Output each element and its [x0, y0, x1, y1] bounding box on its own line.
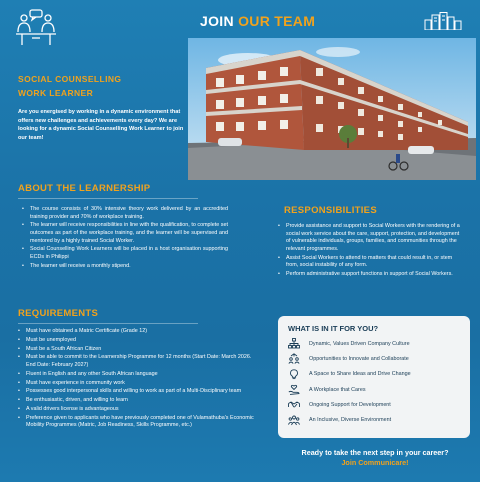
- role-title-line2: WORK LEARNER: [18, 88, 94, 98]
- list-item: • Assist Social Workers to attend to matters that could result in, or stem from, social instability of any form.: [278, 255, 460, 270]
- benefit-label: A Workplace that Cares: [309, 386, 366, 393]
- lightbulb-icon: [288, 369, 300, 380]
- learnership-list: [22, 206, 228, 272]
- benefits-card: [278, 316, 470, 438]
- cta-line2: Join Communicare!: [341, 458, 409, 467]
- list-item: • Must have obtained a Matric Certificate (Grade 12): [18, 328, 258, 336]
- list-item: • A valid drivers license is advantageous: [18, 406, 258, 414]
- page-title: [200, 13, 315, 29]
- list-item: • Perform administrative support functions in support of Social Workers.: [278, 271, 460, 279]
- benefit-item: [288, 336, 460, 351]
- list-item: • Must have experience in community work: [18, 380, 258, 388]
- org-chart-icon: [288, 338, 300, 349]
- role-title-line1: SOCIAL COUNSELLING: [18, 74, 122, 84]
- requirements-divider: [18, 323, 198, 324]
- list-item: • Must be unemployed: [18, 337, 258, 345]
- responsibilities-heading: RESPONSIBILITIES: [284, 205, 377, 216]
- skyline-icon: [423, 12, 463, 30]
- growth-people-icon: [288, 353, 300, 364]
- call-to-action: [270, 448, 480, 468]
- page-title-part1: JOIN: [200, 13, 234, 29]
- benefit-item: [288, 367, 460, 382]
- intro-text: Are you energised by working in a dynamic environment that offers new challenges and achievements every day? We are looking for a dynamic Social Counselling Work Learner to join our team!: [18, 109, 184, 141]
- benefit-label: Opportunities to Innovate and Collaborate: [309, 355, 409, 362]
- learnership-heading: ABOUT THE LEARNERSHIP: [18, 183, 151, 194]
- list-item: • Possesses good interpersonal skills and willing to work as part of a Multi-Disciplinary team: [18, 388, 258, 396]
- list-item: • Provide assistance and support to Social Workers with the rendering of a social work service about the care, support, protection, and development of vulnerable individuals, groups, families, and communities through the relevant programmes.: [278, 223, 460, 253]
- list-item: • Must be a South African Citizen: [18, 346, 258, 354]
- building-photo: [188, 38, 476, 180]
- list-item: • The learner will receive responsibilities in line with the qualification, to complete set outcomes as part of the workplace training, and the learner will be supervised and mentored by a highly trained Social Worker.: [22, 222, 228, 245]
- group-icon: [288, 415, 300, 426]
- list-item: • The course consists of 30% intensive theory work delivered by an accredited training provider and 70% of workplace training.: [22, 206, 228, 221]
- responsibilities-list: [278, 223, 460, 280]
- learnership-divider: [18, 198, 198, 199]
- heart-hand-icon: [288, 384, 300, 395]
- list-item: • Be enthusiastic, driven, and willing to learn: [18, 397, 258, 405]
- benefit-label: A Space to Share Ideas and Drive Change: [309, 371, 411, 378]
- benefit-label: Dynamic, Values Driven Company Culture: [309, 340, 410, 347]
- benefits-heading: WHAT IS IN IT FOR YOU?: [288, 324, 379, 333]
- benefit-label: An Inclusive, Diverse Environment: [309, 417, 392, 424]
- list-item: • Preference given to applicants who have previously completed one of Vulamathuba's Economic Mobility Programmes (Matric, Job Readiness, Skills Programme, etc.): [18, 415, 258, 430]
- list-item: • Must be able to commit to the Learnership Programme for 12 months (Start Date: March 2026. End Date: February 2027): [18, 354, 258, 369]
- cta-line1: Ready to take the next step in your career?: [301, 448, 449, 457]
- benefit-item: [288, 397, 460, 412]
- handshake-icon: [288, 399, 300, 410]
- list-item: • Fluent in English and any other South African language: [18, 371, 258, 379]
- benefit-item: [288, 382, 460, 397]
- list-item: • The learner will receive a monthly stipend.: [22, 263, 228, 271]
- requirements-list: [18, 328, 258, 431]
- list-item: • Social Counselling Work Learners will be placed in a host organisation supporting ECDs in Philippi: [22, 246, 228, 261]
- benefit-item: [288, 412, 460, 427]
- benefit-label: Ongoing Support for Development: [309, 401, 391, 408]
- page-title-part2: OUR TEAM: [238, 13, 316, 29]
- requirements-heading: REQUIREMENTS: [18, 308, 99, 319]
- role-title: [18, 72, 188, 100]
- team-meeting-icon: [14, 8, 58, 48]
- benefit-item: [288, 351, 460, 366]
